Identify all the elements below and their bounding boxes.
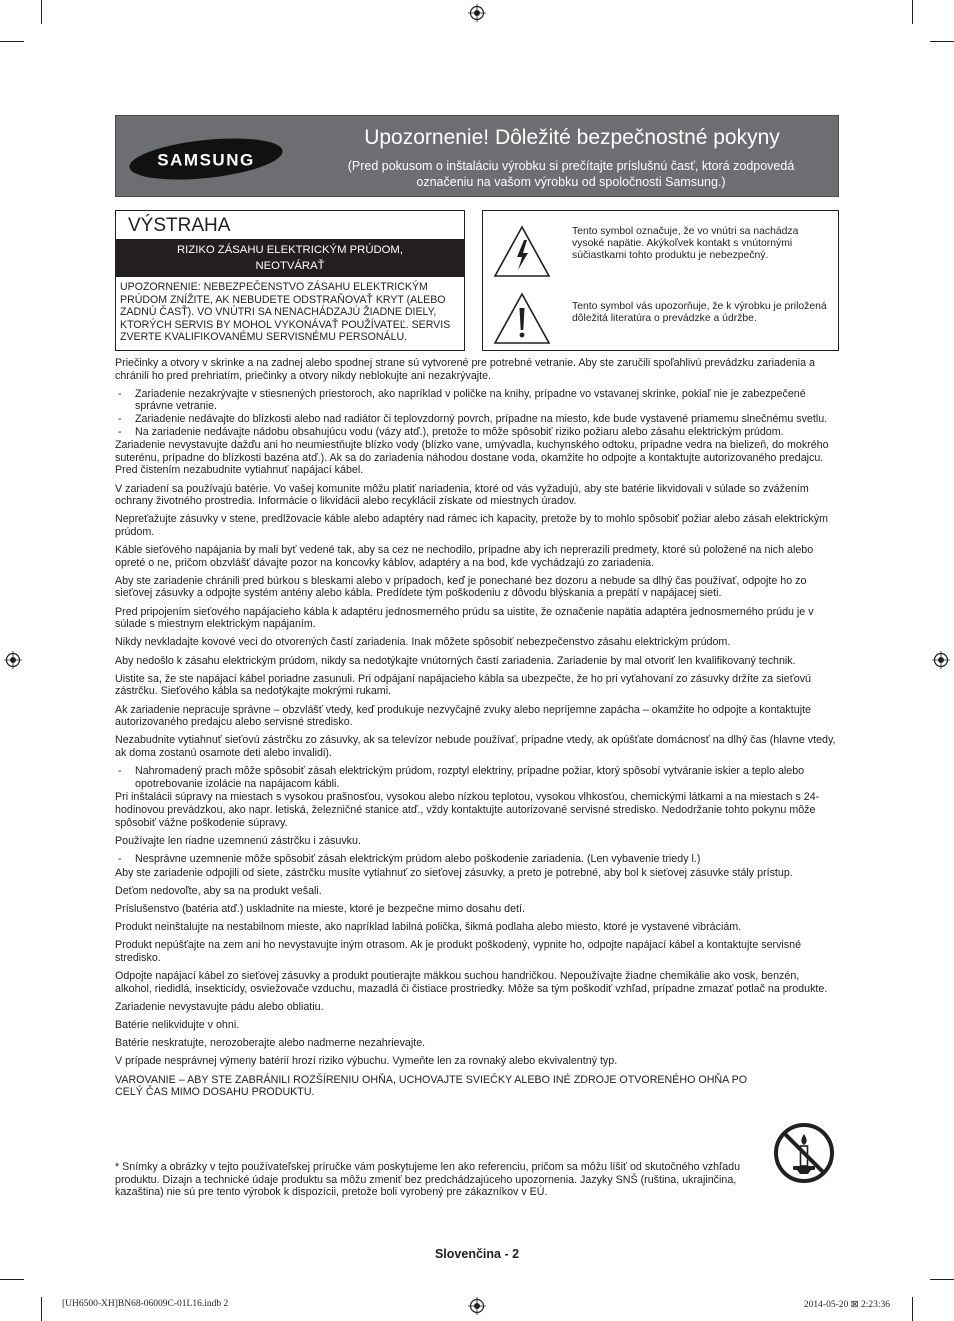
paragraph: Nepreťažujte zásuvky v stene, predlžovacie káble alebo adaptéry nad rámec ich kapacity, pretože by to mohlo spôsobiť požiar alebo zásah elektrickým prúdom. bbox=[115, 513, 828, 538]
paragraph: Nezabudnite vytiahnuť sieťovú zástrčku zo zásuvky, ak sa televízor nebude používať, prípadne vtedy, ak opúšťate domácnosť na dlhý čas (hlavne vtedy, ak doma zostanú osamote deti alebo invalidi). bbox=[115, 734, 836, 759]
paragraph: Aby nedošlo k zásahu elektrickým prúdom, nikdy sa nedotýkajte vnútorných častí zariadenia. Zariadenie by mal otvoriť len kvalifikovaný technik. bbox=[115, 654, 796, 667]
crop-mark bbox=[0, 1279, 24, 1280]
footnote: * Snímky a obrázky v tejto používateľskej príručke vám poskytujeme len ako referenciu, pričom sa môžu líšiť od skutočného vzhľadu produktu. Dizajn a technické údaje produktu sa môžu zmeniť bez predchádzajúceho upozornenia. Jazyky SNŠ (ruština, ukrajinčina, kazaština) nie sú pre tento výrobok k dispozícii, pretože boli vyrobený pre zákazníkov v EÚ. bbox=[115, 1161, 741, 1199]
paragraph: Uistite sa, že ste napájací kábel poriadne zasunuli. Pri odpájaní napájacieho kábla sa ubezpečte, že ho pri vyťahovaní zo zásuvky držíte za sieťovú zástrčku. Sieťového kábla sa nedotýkajte mokrými rukami. bbox=[115, 672, 811, 698]
paragraph: Batérie nelikvidujte v ohni. bbox=[115, 1019, 240, 1031]
crop-mark bbox=[912, 1297, 913, 1321]
warning-text: UPOZORNENIE: NEBEZPEČENSTVO ZÁSAHU ELEKTRICKÝM PRÚDOM ZNÍŽITE, AK NEBUDETE ODSTRAŇOVAŤ KRYT (ALEBO ZADNÚ ČASŤ). VO VNÚTRI SA NENACHÁDZAJÚ ŽIADNE DIELY, KTORÝCH SERVIS BY MOHOL VYKONÁVAŤ POUŽÍVATEĽ. SERVIS ZVERTE KVALIFIKOVANÉMU SERVISNÉMU PERSONÁLU. bbox=[120, 281, 451, 344]
crop-mark bbox=[0, 41, 24, 42]
no-candle-icon bbox=[773, 1122, 835, 1184]
paragraph: V prípade nesprávnej výmeny batérií hrozí riziko výbuchu. Vymeňte len za rovnaký alebo ekvivalentný typ. bbox=[115, 1055, 618, 1068]
paragraph: Príslušenstvo (batéria atď.) uskladnite na mieste, ktoré je bezpečne mimo dosahu detí. bbox=[115, 902, 525, 915]
list-item: - Na zariadenie nedávajte nádobu obsahujúcu vodu (vázy atď.), pretože to môže spôsobiť riziko požiaru alebo zásahu elektrickým prúdom. bbox=[118, 425, 784, 438]
list-item: - Nesprávne uzemnenie môže spôsobiť zásah elektrickým prúdom alebo poškodenie zariadenia. (Len vybavenie triedy l.) bbox=[118, 852, 701, 865]
paragraph: Pri inštalácii súpravy na miestach s vysokou prašnosťou, vysokou alebo nízkou teplotou, vysokou vlhkosťou, chemickými látkami a na miestach s 24-hodinovou prevádzkou, ako napr. letiská, železničné stanice atď., vždy kontaktujte autorizované servisné stredisko. Nedodržanie tohto pokynu môže spôsobiť vážne poškodenie súpravy. bbox=[115, 791, 820, 829]
svg-text:SAMSUNG: SAMSUNG bbox=[157, 150, 255, 170]
paragraph: Zariadenie nevystavujte dažďu ani ho neumiestňujte blízko vody (blízko vane, umývadla, kuchynského odtoku, prípadne vedra na bielizeň, do mokrého suterénu, prípadne do blízkosti bazéna atď.). Ak sa do zariadenia náhodou dostane voda, okamžite ho odpojte a kontaktujte autorizovaného predajcu. Pred čistením nezabudnite vytiahnuť napájací kábel. bbox=[115, 439, 829, 477]
safety-instructions bbox=[115, 357, 839, 1104]
literature-symbol-text: Tento symbol vás upozorňuje, že k výrobku je priložená dôležitá literatúra o prevádzke a údržbe. bbox=[572, 301, 827, 325]
symbols-box bbox=[482, 210, 839, 351]
paragraph: Deťom nedovoľte, aby sa na produkt vešali. bbox=[115, 884, 322, 897]
print-slug-timestamp: 2014-05-20 ⊠ 2:23:36 bbox=[803, 1300, 890, 1310]
paragraph: Aby ste zariadenie odpojili od siete, zástrčku musíte vytiahnuť zo sieťovej zásuvky, a preto je potrebné, aby bol k sieťovej zásuvke stály prístup. bbox=[115, 866, 793, 879]
registration-mark-icon bbox=[932, 651, 950, 669]
list-item: - Zariadenie nedávajte do blízkosti alebo nad radiátor či teplovzdorný povrch, prípadne na miesto, kde bude vystavené priamemu slnečnému svetlu. bbox=[118, 412, 828, 425]
paragraph: Odpojte napájací kábel zo sieťovej zásuvky a produkt poutierajte mäkkou suchou handričkou. Nepoužívajte žiadne chemikálie ako vosk, benzén, alkohol, riedidlá, insekticídy, osviežovače vzduchu, mazadlá či čistiace prostriedky. Môže sa tým poškodiť vzhľad, prípadne zmazať potlač na produkte. bbox=[115, 970, 828, 995]
paragraph: Aby ste zariadenie chránili pred búrkou s bleskami alebo v prípadoch, keď je ponechané bez dozoru a nebude sa dlhý čas používať, odpojte ho zo sieťovej zásuvky a odpojte systém antény alebo kábla. Predídete tým poškodeniu z dôvodu blýskania a prepätí v napájacej sieti. bbox=[115, 574, 807, 600]
print-slug-file: [UH6500-XH]BN68-06009C-01L16.indb 2 bbox=[62, 1299, 229, 1309]
list-item: - Zariadenie nezakrývajte v stiesnených priestoroch, ako napríklad v poličke na knihy, prípadne vo vstavanej skrinke, pokiaľ nie je zabezpečené správne vetranie. bbox=[118, 387, 806, 413]
paragraph: Zariadenie nevystavujte pádu alebo obliatiu. bbox=[115, 1000, 324, 1013]
exclamation-icon bbox=[492, 291, 552, 346]
list-item: - Nahromadený prach môže spôsobiť zásah elektrickým prúdom, rozptyl elektriny, prípadne požiar, ktorý spôsobí vytváranie iskier a teplo alebo opotrebovanie izolácie na napájacom kábli. bbox=[118, 765, 805, 790]
registration-mark-icon bbox=[468, 1297, 486, 1315]
warning-band: RIZIKO ZÁSAHU ELEKTRICKÝM PRÚDOM, NEOTVÁRAŤ bbox=[116, 239, 464, 277]
crop-mark bbox=[41, 0, 42, 24]
warning-box bbox=[115, 210, 465, 351]
paragraph: V zariadení sa používajú batérie. Vo vašej komunite môžu platiť nariadenia, ktoré od vás vyžadujú, aby ste batérie likvidovali v súlade so zvážením ochrany životného prostredia. Informácie o likvidácii alebo recyklácii získate od miestnych úradov. bbox=[115, 482, 809, 508]
high-voltage-icon bbox=[492, 224, 552, 279]
paragraph: Priečinky a otvory v skrinke a na zadnej alebo spodnej strane sú vytvorené pre potrebné vetranie. Aby ste zaručili spoľahlivú prevádzku zariadenia a chránili ho pred prehriatím, priečinky a otvory nikdy neblokujte ani nezakrývajte. bbox=[115, 357, 815, 382]
paragraph: Pred pripojením sieťového napájacieho kábla k adaptéru jednosmerného prúdu sa uistite, že označenie napätia adaptéra jednosmerného prúdu je v súlade s miestnym elektrickým napájaním. bbox=[115, 605, 814, 631]
samsung-logo bbox=[127, 137, 285, 181]
paragraph: VAROVANIE – ABY STE ZABRÁNILI ROZŠÍRENIU OHŇA, UCHOVAJTE SVIEČKY ALEBO INÉ ZDROJE OTVORENÉHO OHŇA PO CELÝ ČAS MIMO DOSAHU PRODUKTU. bbox=[115, 1073, 748, 1099]
paragraph: Produkt neinštalujte na nestabilnom mieste, ako napríklad labilná polička, šikmá podlaha alebo miesto, ktoré je vystavené vibráciám. bbox=[115, 921, 742, 934]
page-number: Slovenčina - 2 bbox=[434, 1247, 520, 1261]
crop-mark bbox=[41, 1297, 42, 1321]
crop-mark bbox=[930, 41, 954, 42]
header-banner bbox=[115, 115, 839, 197]
page-subtitle: (Pred pokusom o inštaláciu výrobku si prečítajte príslušnú časť, ktorá zodpovedá označeniu na vašom výrobku od spoločnosti Samsung.) bbox=[347, 159, 795, 189]
registration-mark-icon bbox=[468, 4, 486, 22]
crop-mark bbox=[930, 1279, 954, 1280]
paragraph: Batérie neskratujte, nerozoberajte alebo nadmerne nezahrievajte. bbox=[115, 1037, 426, 1050]
crop-mark bbox=[912, 0, 913, 24]
paragraph: Používajte len riadne uzemnenú zástrčku i zásuvku. bbox=[115, 834, 361, 847]
voltage-symbol-text: Tento symbol označuje, že vo vnútri sa nachádza vysoké napätie. Akýkoľvek kontakt s vnútornými súčiastkami tohto produktu je nebezpečný. bbox=[572, 226, 799, 262]
paragraph: Káble sieťového napájania by mali byť vedené tak, aby sa cez ne nechodilo, prípadne aby ich neprerazili predmety, ktoré sú položené na nich alebo opreté o ne, pričom obzvlášť dávajte pozor na koncovky káblov, adaptéry a na bod, kde vychádzajú zo zariadenia. bbox=[115, 544, 814, 569]
warning-title: VÝSTRAHA bbox=[128, 215, 231, 236]
paragraph: Nikdy nevkladajte kovové veci do otvorených častí zariadenia. Inak môžete spôsobiť nebezpečenstvo zásahu elektrickým prúdom. bbox=[115, 636, 731, 649]
paragraph: Ak zariadenie nepracuje správne – obzvlášť vtedy, keď produkuje nezvyčajné zvuky alebo nepríjemne zapácha – okamžite ho odpojte a kontaktujte autorizovaného predajcu alebo servisné stredisko. bbox=[115, 703, 811, 729]
page-title: Upozornenie! Dôležité bezpečnostné pokyny bbox=[364, 126, 780, 149]
registration-mark-icon bbox=[4, 651, 22, 669]
paragraph: Produkt nepúšťajte na zem ani ho nevystavujte iným otrasom. Ak je produkt poškodený, vypnite ho, odpojte napájací kábel a kontaktujte servisné stredisko. bbox=[115, 939, 802, 964]
